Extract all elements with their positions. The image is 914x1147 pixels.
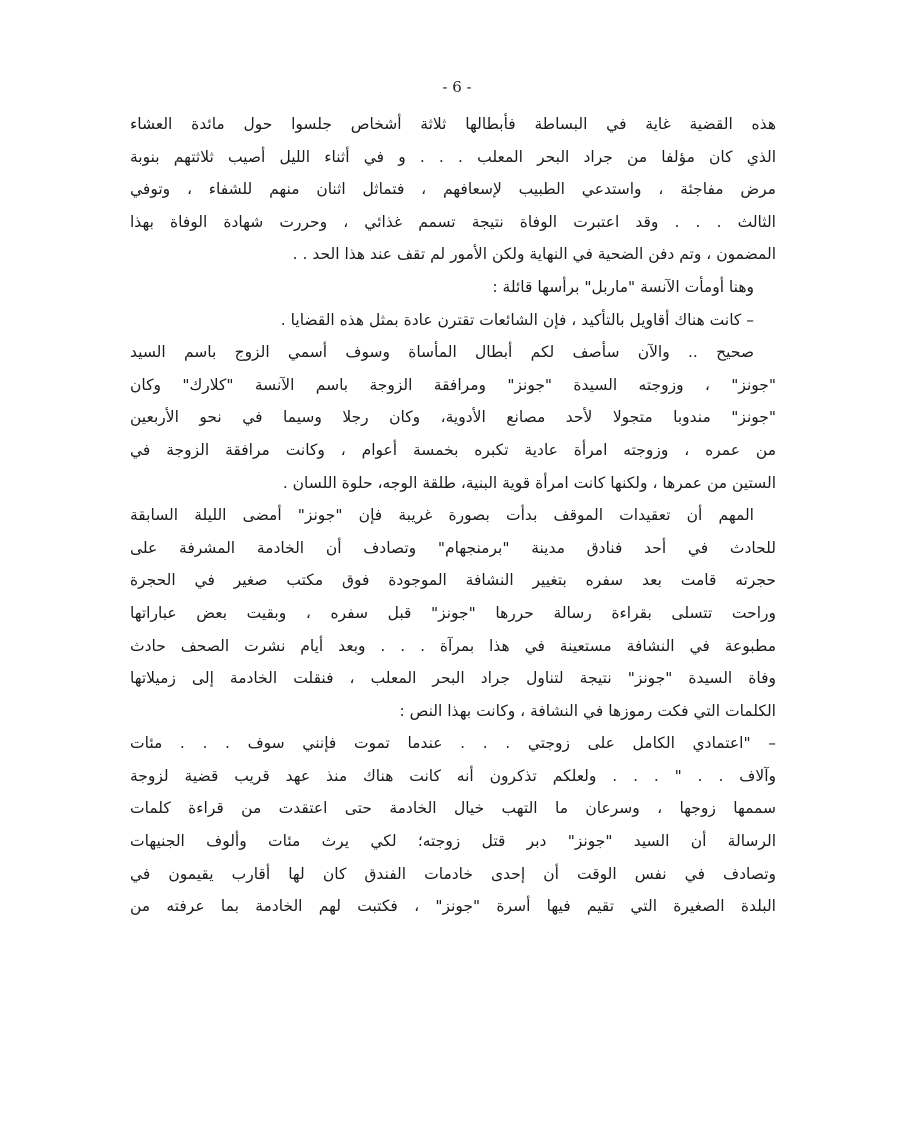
- text-line: الكلمات التي فكت رموزها في النشافة ، وكانت بهذا النص :: [399, 701, 776, 720]
- text-line: الستين من عمرها ، ولكنها كانت امرأة قوية البنية، طلقة الوجه، حلوة اللسان .: [282, 473, 776, 492]
- text-line: المضمون ، وتم دفن الضحية في النهاية ولكن الأمور لم تقف عند هذا الحد . .: [292, 245, 776, 264]
- text-line: مطبوعة في النشافة مستعينة في هذا بمرآة . . . وبعد أيام نشرت الصحف حادث: [130, 636, 776, 655]
- text-line: وآلاف . . " . . . ولعلكم تذكرون أنه كانت هناك منذ عهد قريب قضية لزوجة: [130, 766, 776, 785]
- text-line: الذي كان مؤلفا من جراد البحر المعلب . . . و في أثناء الليل أصيب ثلاثتهم بنوبة: [130, 147, 776, 166]
- text-line: حجرته قامت بعد سفره بتغيير النشافة الموجودة فوق مكتب صغير في الحجرة: [130, 571, 776, 590]
- text-line: – كانت هناك أقاويل بالتأكيد ، فإن الشائعات تقترن عادة بمثل هذه القضايا .: [280, 310, 754, 329]
- text-line: مرض مفاجئة ، واستدعي الطبيب لإسعافهم ، فتماثل اثنان منهم للشفاء ، وتوفي: [130, 180, 776, 199]
- text-line: "جونز" مندوبا متجولا لأحد مصانع الأدوية، وكان رجلا وسيما في نحو الأربعين: [130, 408, 776, 427]
- text-line: وفاة السيدة "جونز" نتيجة لتناول جراد البحر المعلب ، فنقلت الخادمة إلى زميلاتها: [130, 669, 776, 688]
- text-line: الثالث . . . وقد اعتبرت الوفاة نتيجة تسمم غذائي ، وحررت شهادة الوفاة بهذا: [130, 212, 776, 231]
- text-line: المهم أن تعقيدات الموقف بدأت بصورة غريبة فإن "جونز" أمضى الليلة السابقة: [130, 506, 754, 525]
- text-line: هذه القضية غاية في البساطة فأبطالها ثلاثة أشخاص جلسوا حول مائدة العشاء: [130, 115, 776, 133]
- text-line: – "اعتمادي الكامل على زوجتي . . . عندما تموت فإنني سوف . . . مئات: [130, 734, 776, 753]
- text-line: "جونز" ، وزوجته السيدة "جونز" ومرافقة الزوجة باسم الآنسة "كلارك" وكان: [130, 375, 776, 394]
- text-line: للحادث في أحد فنادق مدينة "برمنجهام" وتصادف أن الخادمة المشرفة على: [130, 538, 776, 557]
- text-line: سممها زوجها ، وسرعان ما التهب خيال الخادمة حتى اعتقدت من قراءة كلمات: [130, 799, 776, 818]
- text-line: وتصادف في نفس الوقت أن إحدى خادمات الفندق كان لها أقارب يقيمون في: [130, 864, 776, 883]
- text-line: من عمره ، وزوجته امرأة عادية تكبره بخمسة أعوام ، وكانت مرافقة الزوجة في: [130, 440, 776, 459]
- text-line: وراحت تتسلى بقراءة رسالة حررها "جونز" قبل سفره ، وبقيت بعض عباراتها: [130, 603, 776, 622]
- text-line: الرسالة أن السيد "جونز" دبر قتل زوجته؛ لكي يرث مئات وألوف الجنيهات: [130, 832, 776, 851]
- text-line: البلدة الصغيرة التي تقيم فيها أسرة "جونز" ، فكتبت لهم الخادمة بما عرفته من: [130, 897, 776, 916]
- page-number: - 6 -: [442, 78, 472, 96]
- body-text: [130, 108, 776, 923]
- text-line: صحيح .. والآن سأصف لكم أبطال المأساة وسوف أسمي الزوج باسم السيد: [130, 343, 754, 362]
- text-line: وهنا أومأت الآنسة "ماربل" برأسها قائلة :: [492, 277, 754, 296]
